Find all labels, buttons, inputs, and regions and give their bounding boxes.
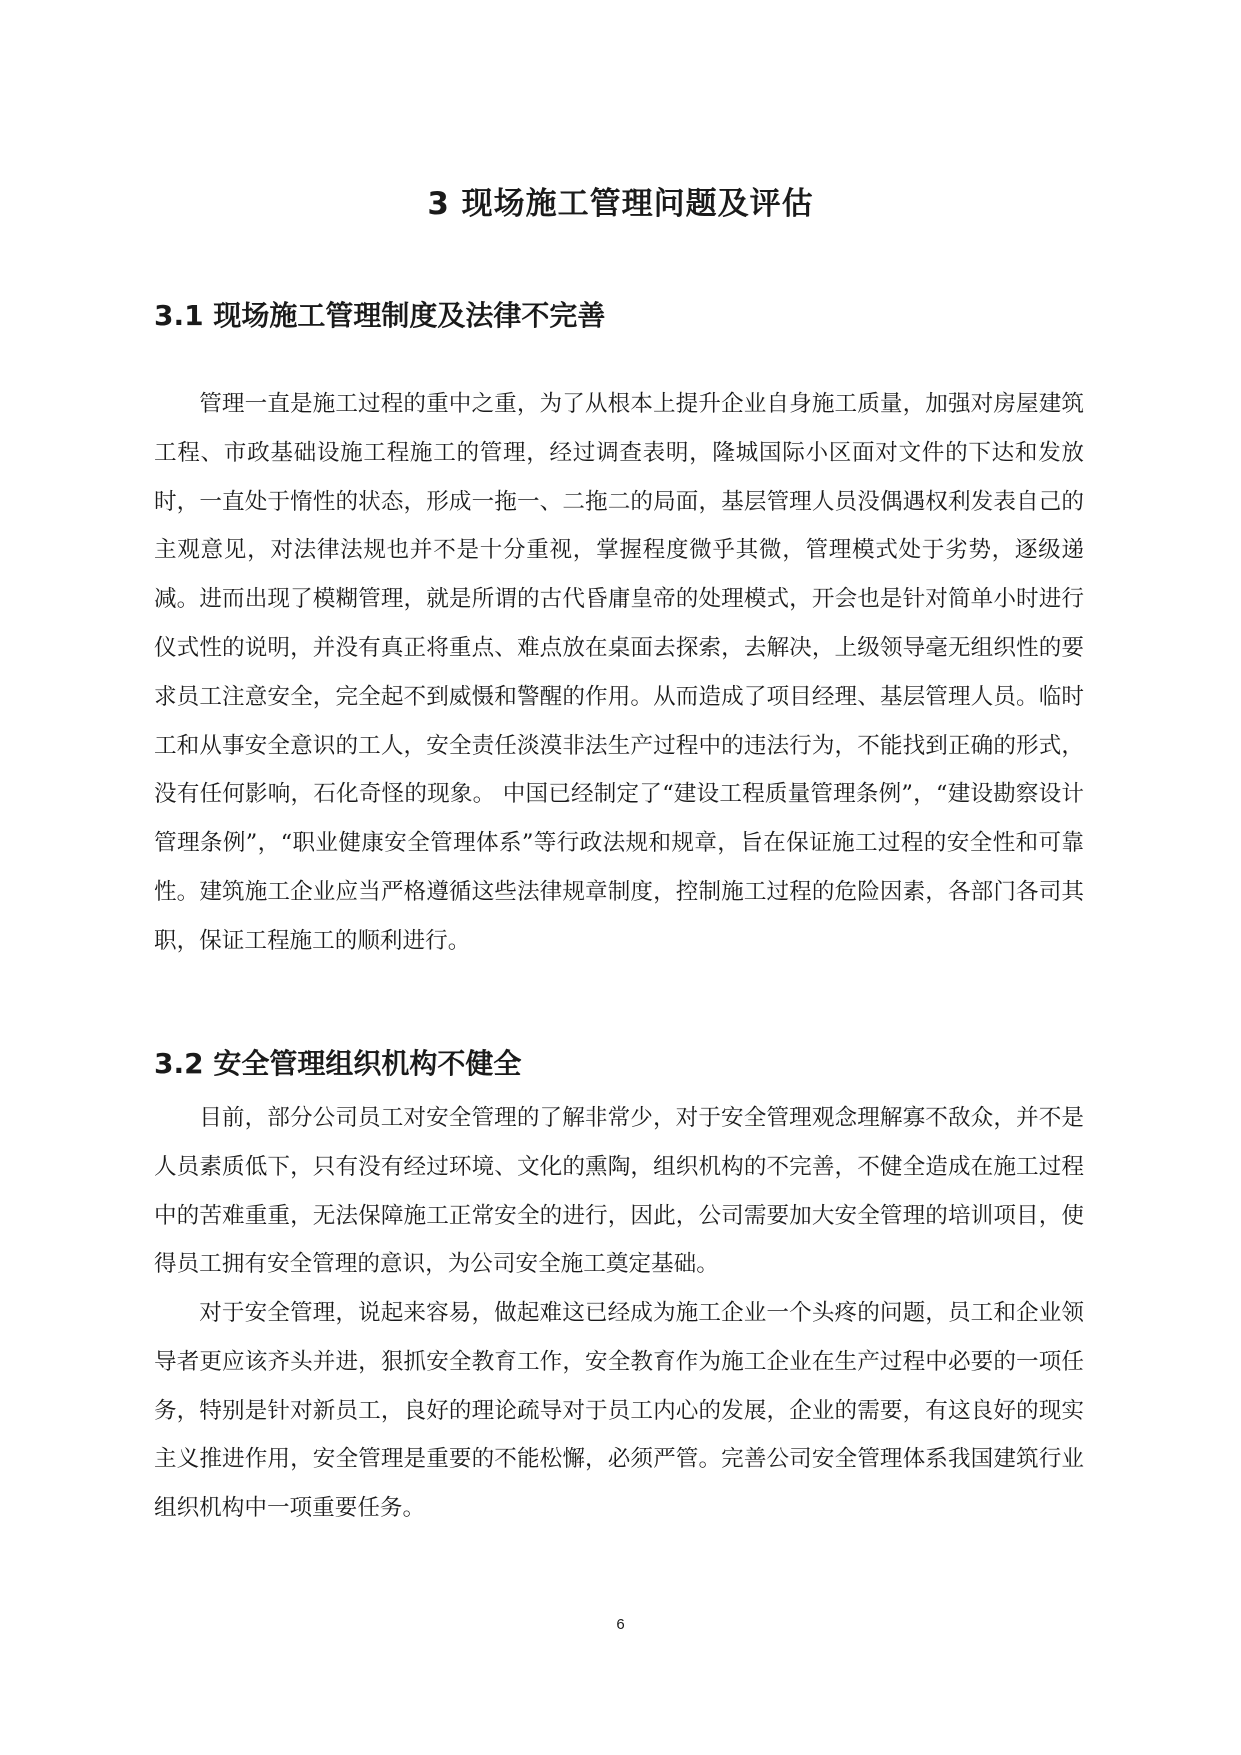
section-3-2-paragraph-2: 对于安全管理，说起来容易，做起难这已经成为施工企业一个头疼的问题，员工和企业领导者更应该齐头并进，狠抓安全教育工作，安全教育作为施工企业在生产过程中必要的一项任务，特别是针对新员工，良好的理论疏导对于员工内心的发展，企业的需要，有这良好的现实主义推进作用，安全管理是重要的不能松懈，必须严管。完善公司安全管理体系我国建筑行业组织机构中一项重要任务。 [154,1300,1084,1522]
section-heading-3-2: 3.2 安全管理组织机构不健全 [154,1047,522,1080]
section-heading-3-1: 3.1 现场施工管理制度及法律不完善 [154,299,606,332]
page-number: 6 [616,1616,625,1633]
section-3-1-paragraph-1: 管理一直是施工过程的重中之重，为了从根本上提升企业自身施工质量，加强对房屋建筑工程、市政基础设施工程施工的管理，经过调查表明，隆城国际小区面对文件的下达和发放时，一直处于惰性的状态，形成一拖一、二拖二的局面，基层管理人员没偶遇权利发表自己的主观意见，对法律法规也并不是十分重视，掌握程度微乎其微，管理模式处于劣势，逐级递减。进而出现了模糊管理，就是所谓的古代昏庸皇帝的处理模式，开会也是针对简单小时进行仪式性的说明，并没有真正将重点、难点放在桌面去探索，去解决，上级领导毫无组织性的要求员工注意安全，完全起不到威慑和警醒的作用。从而造成了项目经理、基层管理人员。临时工和从事安全意识的工人，安全责任淡漠非法生产过程中的违法行为，不能找到正确的形式，没有任何影响，石化奇怪的现象。 中国已经制定了“建设工程质量管理条例”，“建设勘察设计管理条例”，“职业健康安全管理体系”等行政法规和规章，旨在保证施工过程的安全性和可靠性。建筑施工企业应当严格遵循这些法律规章制度，控制施工过程的危险因素，各部门各司其职，保证工程施工的顺利进行。 [154,391,1084,954]
chapter-title: 3 现场施工管理问题及评估 [427,186,814,222]
section-3-2-paragraph-1: 目前，部分公司员工对安全管理的了解非常少，对于安全管理观念理解寡不敌众，并不是人员素质低下，只有没有经过环境、文化的熏陶，组织机构的不完善，不健全造成在施工过程中的苦难重重，无法保障施工正常安全的进行，因此，公司需要加大安全管理的培训项目，使得员工拥有安全管理的意识，为公司安全施工奠定基础。 [154,1105,1084,1278]
